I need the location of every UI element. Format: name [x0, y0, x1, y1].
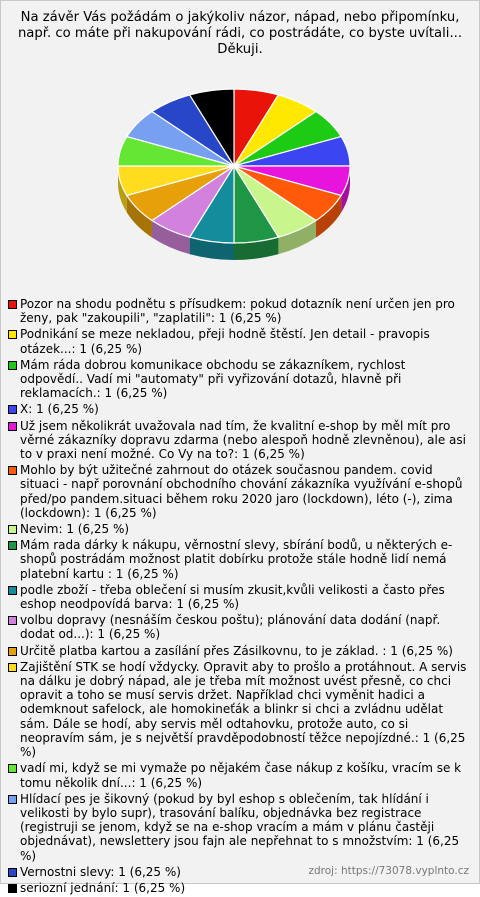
legend-label: seriozní jednání: 1 (6,25 %): [20, 880, 186, 895]
legend-swatch: [8, 525, 17, 534]
legend-label: Vernostni slevy: 1 (6,25 %): [20, 864, 181, 879]
legend-swatch: [8, 647, 17, 656]
legend-item: [8, 660, 472, 759]
legend-label: X: 1 (6,25 %): [20, 402, 99, 417]
legend-swatch: [8, 868, 17, 877]
source-note: zdroj: https://73078.vyplnto.cz: [308, 865, 469, 877]
legend-swatch: [8, 764, 17, 773]
legend-swatch: [8, 300, 17, 309]
legend-swatch: [8, 541, 17, 550]
legend-item: [8, 358, 472, 401]
legend-item: [8, 463, 472, 520]
legend-label: Pozor na shodu podnětu s přísudkem: pokud dotazník není určen jen pro ženy, pak "zakoupili", "zaplatili": 1 (6,25 %): [20, 297, 455, 326]
legend-item: [8, 402, 472, 416]
legend-swatch: [8, 663, 17, 672]
legend-label: volbu dopravy (nesnáším českou poštu); plánování data dodání (např. dodat od...): 1 (6,25 %): [20, 613, 441, 642]
legend-item: [8, 419, 472, 462]
legend-label: Mám ráda dobrou komunikace obchodu se zákazníkem, rychlost odpovědí.. Vadí mi "automaty" při vyřizování dotazů, hlavně při reklamacích.: 1 (6,25 %): [20, 357, 406, 401]
legend-item: [8, 644, 472, 658]
legend-swatch: [8, 466, 17, 475]
legend-swatch: [8, 405, 17, 414]
legend-item: [8, 327, 472, 355]
legend-swatch: [8, 330, 17, 339]
legend-item: [8, 792, 472, 863]
legend-label: Nevim: 1 (6,25 %): [20, 522, 130, 537]
legend-item: [8, 297, 472, 325]
legend-label: Hlídací pes je šikovný (pokud by byl eshop s oblečením, tak hlídání i velikosti by bylo supr), trasování balíku, objednávka bez registrace (registruji se jenom, když se na e-shop vracím a mám v plánu častěji objednávat), newslettery jsou fajn ale nepřehnat to s množstvím: 1 (6,25 %): [20, 791, 460, 863]
legend-label: Mohlo by být užitečné zahrnout do otázek současnou pandem. covid situaci - např porovnání obchodního chování zákazníka využívání e-shopů před/po pandem.situaci během roku 2020 jaro (lockdown), léto (-), zima (lockdown): 1 (6,25 %): [20, 463, 463, 520]
legend: [8, 297, 472, 897]
legend-label: podle zboží - třeba oblečení si musím zkusit,kvůli velikosti a často přes eshop neodpovídá barva: 1 (6,25 %): [20, 582, 445, 612]
legend-label: Mám rada dárky k nákupu, věrnostní slevy, sbírání bodů, u některých e-shopů postrádám možnost platit dobírku protože stále hodně lidí nemá platební kartu : 1 (6,25 %): [20, 538, 453, 581]
pie-chart: [1, 1, 479, 291]
legend-swatch: [8, 884, 17, 893]
chart-title: Na závěr Vás požádám o jakýkoliv názor, nápad, nebo připomínku, např. co máte při nakupování rádi, co postrádáte, co byste uvítali... Děkuji.: [17, 10, 463, 57]
legend-swatch: [8, 586, 17, 595]
legend-label: Zajištění STK se hodí vždycky. Opravit aby to prošlo a protáhnout. A servis na dálku je dobrý nápad, ale je třeba mít možnost uvést přesně, co chci opravit a toho se musí servis držet. Například chci vyměnit hadici a odemknout safelock, ale homokineťák a blinkr si chci a zvládnu udělat sám. Dále se hodí, aby servis měl odtahovku, protože auto, co si neopravím sám, je s největší pravděpodobností těžce nepojízdné.: 1 (6,25 %): [20, 659, 467, 760]
legend-swatch: [8, 616, 17, 625]
legend-label: Už jsem několikrát uvažovala nad tím, že kvalitní e-shop by měl mít pro věrné zákazníky dopravu zdarma (nebo alespoň hodně zlevněnou), ale asi to v praxi není možné. Co Vy na to?: 1 (6,25 %): [20, 418, 466, 462]
legend-item: [8, 522, 472, 536]
legend-label: vadí mi, když se mi vymaže po nějakém čase nákup z košíku, vracím se k tomu několik dní...: 1 (6,25 %): [20, 761, 462, 790]
legend-item: [8, 761, 472, 789]
legend-label: Podnikání se meze nekladou, přeji hodně štěstí. Jen detail - pravopis otázek...: 1 (6,25 %): [20, 327, 430, 356]
legend-item: [8, 881, 472, 895]
legend-swatch: [8, 361, 17, 370]
legend-item: [8, 538, 472, 581]
legend-item: [8, 613, 472, 641]
legend-swatch: [8, 422, 17, 431]
legend-swatch: [8, 795, 17, 804]
legend-item: [8, 583, 472, 611]
legend-label: Určitě platba kartou a zasílání přes Zásilkovnu, to je základ. : 1 (6,25 %): [20, 643, 453, 658]
